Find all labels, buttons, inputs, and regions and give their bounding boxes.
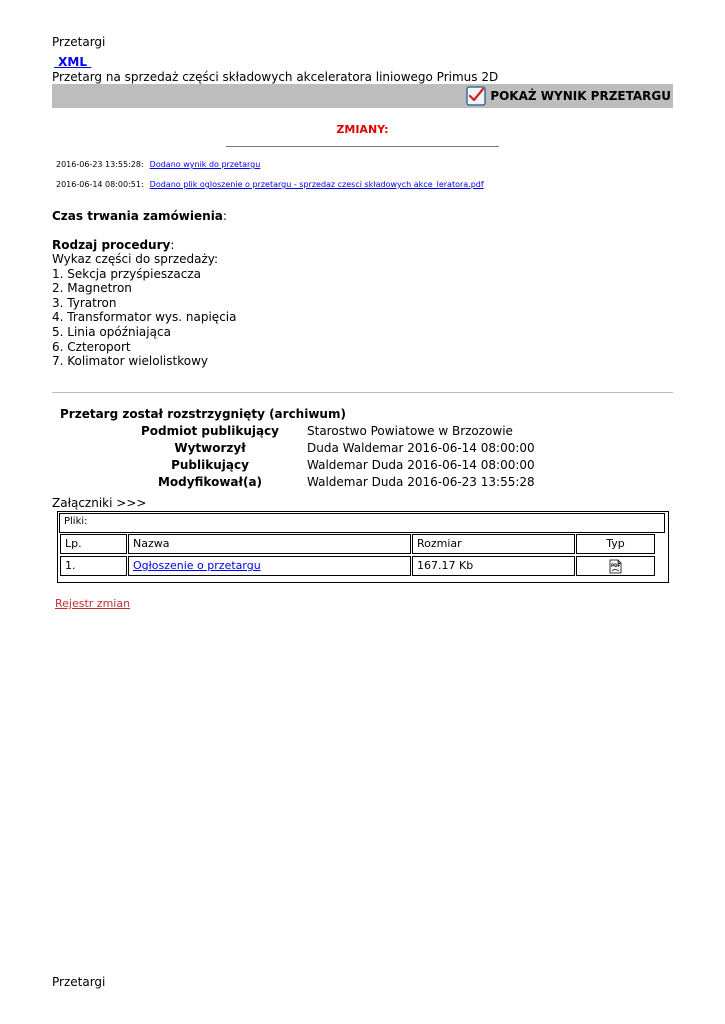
svg-text:PDF: PDF [611, 563, 621, 568]
meta-label-publisher: Podmiot publikujący [140, 424, 280, 438]
table-row-name [128, 556, 411, 576]
meta-value-modified: Waldemar Duda 2016-06-23 13:55:28 [307, 475, 535, 489]
files-header [59, 513, 665, 533]
xml-link[interactable]: XML [54, 55, 92, 69]
change-date: 2016-06-14 08:00:51: [56, 180, 144, 189]
changes-title: ZMIANY: [336, 123, 389, 136]
show-result-button[interactable] [466, 86, 671, 106]
column-header-name [128, 534, 411, 554]
meta-label-published: Publikujący [171, 458, 249, 472]
tender-subject: Przetarg na sprzedaż części składowych akceleratora liniowego Primus 2D [52, 70, 499, 84]
change-link[interactable]: Dodano wynik do przetargu [149, 160, 261, 169]
toolbar [52, 84, 673, 108]
table-row-lp [60, 556, 127, 576]
archive-status: Przetarg został rozstrzygnięty (archiwum) [60, 407, 346, 421]
change-entry [56, 160, 260, 169]
files-label: Pliki: [64, 516, 88, 527]
column-header-lp [60, 534, 127, 554]
parts-list-line: 3. Tyratron [52, 295, 117, 310]
row-size-text: 167.17 Kb [417, 559, 474, 572]
duration-colon: : [222, 209, 227, 223]
column-header-text: Typ [606, 537, 625, 550]
column-header-size [412, 534, 575, 554]
row-lp-text: 1. [65, 559, 76, 572]
column-header-text: Lp. [65, 537, 82, 550]
changes-divider [226, 146, 499, 147]
table-row-size [412, 556, 575, 576]
parts-list-line: 5. Linia opóźniająca [52, 324, 171, 339]
change-date: 2016-06-23 13:55:28: [56, 160, 144, 169]
procedure-colon: : [170, 238, 175, 252]
procedure-field [52, 238, 174, 252]
table-row-type [576, 556, 655, 576]
pdf-icon[interactable] [608, 559, 623, 574]
meta-label-created: Wytworzył [174, 441, 246, 455]
duration-field [52, 209, 227, 223]
checkbox-check-icon [466, 86, 486, 106]
meta-label-modified: Modyfikował(a) [157, 475, 263, 489]
change-log-link[interactable]: Rejestr zmian [55, 597, 131, 610]
duration-label: Czas trwania zamówienia [52, 209, 223, 223]
parts-list-line: Wykaz części do sprzedaży: [52, 252, 219, 266]
column-header-type [576, 534, 655, 554]
parts-list-line: 4. Transformator wys. napięcia [52, 310, 237, 325]
change-link[interactable]: Dodano plik ogloszenie o przetargu - sprzedaz czesci składowych akce_leratora.pdf [149, 180, 484, 189]
show-result-label: POKAŻ WYNIK PRZETARGU [490, 89, 671, 103]
attachments-label: Załączniki >>> [52, 496, 147, 510]
page-footer-title: Przetargi [52, 975, 106, 989]
meta-value-publisher: Starostwo Powiatowe w Brzozowie [307, 424, 513, 438]
column-header-text: Nazwa [133, 537, 170, 550]
parts-list-line: 1. Sekcja przyśpieszacza [52, 266, 202, 281]
parts-list-line: 7. Kolimator wielolistkowy [52, 354, 208, 369]
meta-value-created: Duda Waldemar 2016-06-14 08:00:00 [307, 441, 535, 455]
column-header-text: Rozmiar [417, 537, 462, 550]
page-header-title: Przetargi [52, 35, 106, 49]
attachment-link[interactable]: Ogłoszenie o przetargu [133, 559, 261, 572]
change-entry [56, 180, 484, 189]
meta-value-published: Waldemar Duda 2016-06-14 08:00:00 [307, 458, 535, 472]
parts-list-line: 2. Magnetron [52, 281, 132, 296]
section-divider [52, 392, 673, 393]
parts-list-line: 6. Czteroport [52, 339, 131, 354]
procedure-label: Rodzaj procedury [52, 238, 171, 252]
parts-list [52, 252, 236, 369]
